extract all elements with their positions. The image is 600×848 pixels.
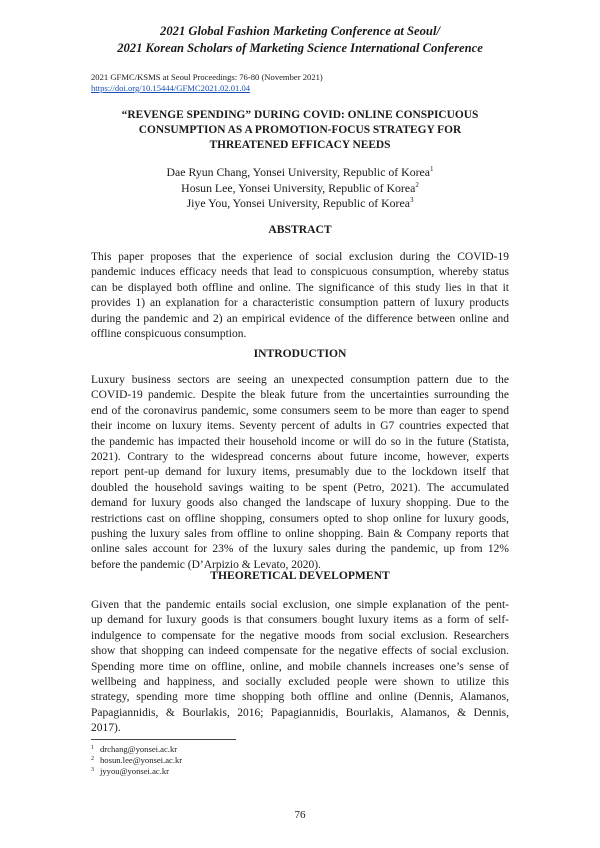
conference-title-line-2: 2021 Korean Scholars of Marketing Science International Conference xyxy=(117,41,483,55)
text-line: Given that the pandemic entails social exclusion, one simple explanation of the pent- xyxy=(91,599,509,611)
text-line: pushing the luxury sales from offline to online shopping. Bain & Company reports that xyxy=(91,528,509,541)
text-line: can be displayed both offline and online. The significance of this study lies in that it xyxy=(91,281,509,294)
introduction-heading: INTRODUCTION xyxy=(253,347,347,360)
text-line: demand for luxury goods also changed the landscape of luxury shopping. Due to the xyxy=(91,497,509,510)
author-entry xyxy=(0,181,600,197)
introduction-paragraph xyxy=(91,373,509,573)
abstract-heading: ABSTRACT xyxy=(268,223,332,236)
footnote xyxy=(91,766,182,777)
footnote-email: hosun.lee@yonsei.ac.kr xyxy=(100,755,183,766)
text-line: the pandemic has impacted their household income or will do so in the future (Statista, xyxy=(91,435,509,448)
text-line: 2017). xyxy=(91,722,121,735)
footnote-mark: 2 xyxy=(415,180,419,189)
text-line: restrictions cast on offline shopping, consumers opted to shop online for luxury goods, xyxy=(91,512,509,525)
theoretical-development-paragraph xyxy=(91,598,509,737)
conference-title-line-1: 2021 Global Fashion Marketing Conference at Seoul/ xyxy=(160,24,440,38)
page-number: 76 xyxy=(294,809,306,821)
paper-title xyxy=(60,108,540,153)
text-line: offline conspicuous consumption. xyxy=(91,328,247,341)
text-line: This paper proposes that the experience of social exclusion during the COVID-19 xyxy=(91,251,509,263)
author-affiliation: Dae Ryun Chang, Yonsei University, Republic of Korea xyxy=(166,165,430,179)
text-line: Papagiannidis, & Bourlakis, 2016; Papagiannidis, Bourlakis, Alamanos, & Dennis, xyxy=(91,706,509,719)
author-list xyxy=(0,165,600,212)
footnote-email: drchang@yonsei.ac.kr xyxy=(100,744,178,754)
text-line: during the pandemic and 2) an empirical evidence of the difference between online and xyxy=(91,312,509,325)
footnote xyxy=(91,744,182,755)
text-line: indulgence to compensate for the negative moods from social exclusion. Researchers xyxy=(91,629,509,642)
doi-link[interactable]: https://doi.org/10.15444/GFMC2021.02.01.04 xyxy=(91,83,251,93)
footnote-email: jyyou@yonsei.ac.kr xyxy=(100,766,170,777)
text-line: wellbeing and happiness, and socially excluded people were shown to utilize this xyxy=(91,676,509,689)
footnote-number: 2 xyxy=(91,756,94,763)
footnote-number: 1 xyxy=(91,745,94,751)
text-line: Spending more time on offline, online, and mobile channels increases one’s sense of xyxy=(91,660,509,673)
text-line: online sales account for 23% of the luxury sales during the pandemic, up from 12% xyxy=(91,543,509,556)
paper-title-line: CONSUMPTION AS A PROMOTION-FOCUS STRATEGY FOR xyxy=(138,124,462,136)
author-affiliation: Jiye You, Yonsei University, Republic of Korea xyxy=(186,196,410,210)
footnote-divider xyxy=(91,739,236,740)
text-line: report pent-up demand for luxury items, presumably due to the lockdown itself that xyxy=(91,466,509,479)
text-line: their income on luxury items. Seventy percent of adults in G7 countries expected that xyxy=(91,420,509,433)
footnote-number: 3 xyxy=(91,767,94,774)
abstract-paragraph xyxy=(91,250,509,342)
text-line: up demand for luxury goods is that consumers bought luxury items as a form of self- xyxy=(91,614,509,627)
text-line: strategy, spending more time shopping both offline and online (Dennis, Alamanos, xyxy=(91,691,509,704)
paper-title-line: THREATENED EFFICACY NEEDS xyxy=(209,139,391,151)
paper-title-line: “REVENGE SPENDING” DURING COVID: ONLINE CONSPICUOUS xyxy=(121,109,479,121)
text-line: before the pandemic (D’Arpizio & Levato, 2020). xyxy=(91,558,321,571)
text-line: COVID-19 pandemic. Despite the bleak future from the uncertainties surrounding the xyxy=(91,389,509,402)
text-line: pandemic induces efficacy needs that lead to conspicuous consumption, whereby status xyxy=(91,266,509,279)
author-entry xyxy=(0,196,600,212)
proceedings-info: 2021 GFMC/KSMS at Seoul Proceedings: 76-80 (November 2021) xyxy=(91,72,323,82)
text-line: Luxury business sectors are seeing an unexpected consumption pattern due to the xyxy=(91,374,509,386)
footnotes xyxy=(91,744,182,778)
text-line: show that shopping can indeed compensate for the negative effects of social exclusion. xyxy=(91,645,509,658)
author-affiliation: Hosun Lee, Yonsei University, Republic of Korea xyxy=(181,180,416,195)
text-line: 2021). Contrary to the widespread concerns about future income, however, experts xyxy=(91,451,509,464)
text-line: provides 1) an explanation for a characteristic consumption pattern of luxury products xyxy=(91,297,509,310)
text-line: end of the coronavirus pandemic, some consumers seem to be more than eager to spend xyxy=(91,404,509,417)
author-entry xyxy=(0,165,600,181)
theoretical-development-heading: THEORETICAL DEVELOPMENT xyxy=(210,569,390,582)
footnote-mark: 1 xyxy=(430,165,434,174)
text-line: doubled the household savings waiting to be spent (Petro, 2021). The accumulated xyxy=(91,481,509,494)
footnote xyxy=(91,755,182,766)
footnote-mark: 3 xyxy=(409,196,414,205)
